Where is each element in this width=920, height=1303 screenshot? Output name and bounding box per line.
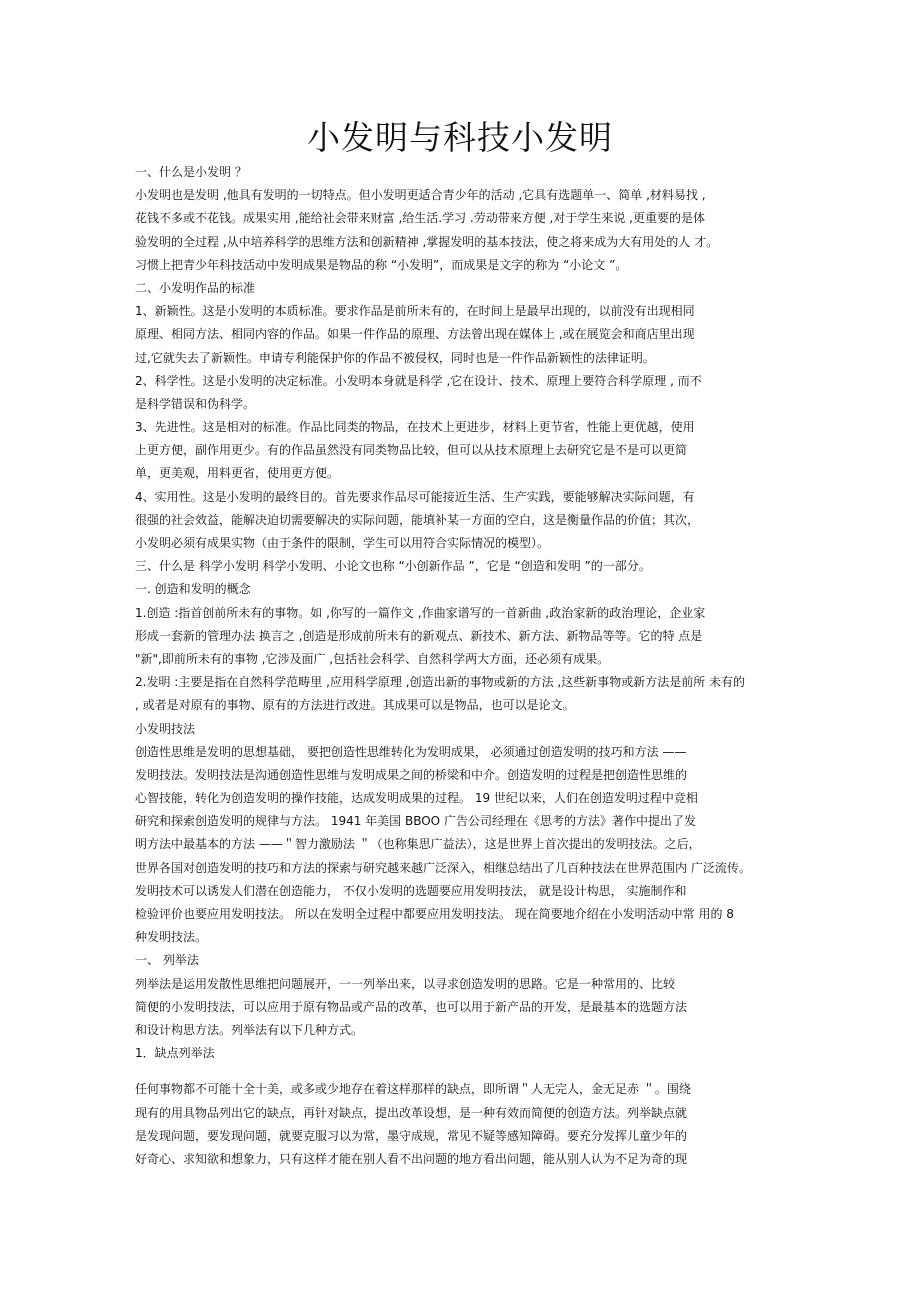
text-line: 心智技能，转化为创造发明的操作技能，达成发明成果的过程。 19 世纪以来，人们在创造发明过程中竞相 [135,791,698,806]
text-line: 明方法中最基本的方法 ——＂智力激励法 ＂（也称集思广益法），这是世界上首次提出的发明技法。之后， [135,837,701,852]
text-line: 很强的社会效益，能解决迫切需要解决的实际问题，能填补某一方面的空白，这是衡量作品的价值；其次， [135,512,700,527]
text-line: 3、先进性。这是相对的标准。作品比同类的物品，在技术上更进步，材料上更节省，性能上更优越，使用 [135,420,695,435]
text-line: 2.发明 :主要是指在自然科学范畴里 ,应用科学原理 ,创造出新的事物或新的方法 ,这些新事物或新方法是前所 未有的 [135,675,746,690]
text-line: 发明技法。发明技法是沟通创造性思维与发明成果之间的桥梁和中介。创造发明的过程是把创造性思维的 [135,767,688,782]
text-line: 二、小发明作品的标准 [135,280,256,295]
text-line: 原理、相同方法、相同内容的作品。如果一件作品的原理、方法曾出现在媒体上 ,或在展览会和商店里出现 [135,327,695,342]
text-line: 小发明也是发明 ,他具有发明的一切特点。但小发明更适合青少年的活动 ,它具有选题单一、简单 ,材料易找 , [135,188,706,203]
text-line: 任何事物都不可能十全十美，或多或少地存在着这样那样的缺点，即所谓＂人无完人，金无足赤 ＂。围绕 [135,1082,691,1097]
text-line: 一、什么是小发明 ？ [135,165,247,179]
text-line: 是发现问题，要发现问题，就要克服习以为常，墨守成规，常见不疑等感知障碍。要充分发挥儿童少年的 [135,1128,688,1143]
text-line: 形成一套新的管理办法 换言之 ,创造是形成前所未有的新观点、新技术、新方法、新物品等等。它的特 点是 [135,628,703,643]
text-line: 创造性思维是发明的思想基础， 要把创造性思维转化为发明成果， 必须通过创造发明的技巧和方法 —— [135,744,687,759]
text-line: "新",即前所未有的事物 ,它涉及面广 ,包括社会科学、自然科学两大方面，还必须有成果。 [135,651,610,666]
text-line: 一、 列举法 [135,953,199,968]
text-line: 小发明必须有成果实物（由于条件的限制，学生可以用符合实际情况的模型）。 [135,536,550,550]
text-line: 上更方便，副作用更少。有的作品虽然没有同类物品比较，但可以从技术原理上去研究它是不是可以更简 [135,443,688,458]
paragraph-gap [135,1065,785,1078]
text-line: 1.创造 :指首创前所未有的事物。如 ,你写的一篇作文 ,作曲家谱写的一首新曲 ,政治家新的政治理论，企业家 [135,605,706,620]
text-line: 现有的用具物品列出它的缺点，再针对缺点，提出改革设想，是一种有效而简便的创造方法。列举缺点就 [135,1105,688,1120]
text-line: 1．缺点列举法 [135,1046,215,1061]
text-line: 4、实用性。这是小发明的最终目的。首先要求作品尽可能接近生活、生产实践，要能够解决实际问题，有 [135,489,695,504]
text-line: 研究和探索创造发明的规律与方法。 1941 年美国 BBOO 广告公司经理在《思考的方法》著作中提出了发 [135,814,696,829]
text-line: 单，更美观，用料更省，使用更方便。 [135,466,340,481]
text-line: 检验评价也要应用发明技法。 所以在发明全过程中都要应用发明技法。 现在简要地介绍在小发明活动中常 用的 8 [135,907,734,921]
text-line: , 或者是对原有的事物、原有的方法进行改进。其成果可以是物品，也可以是论文。 [135,698,575,713]
text-line: 一. 创造和发明的概念 [135,582,251,597]
text-line: 世界各国对创造发明的技巧和方法的探索与研究越来越广泛深入，相继总结出了几百种技法在世界范围内 广泛流传。 [135,860,751,875]
text-line: 发明技术可以诱发人们潜在创造能力， 不仅小发明的选题要应用发明技法， 就是设计构思， 实施制作和 [135,883,687,898]
text-line: 验发明的全过程 ,从中培养科学的思维方法和创新精神 ,掌握发明的基本技法，使之将来成为大有用处的人 才。 [135,234,719,249]
text-line: 过,它就失去了新颖性。申请专利能保护你的作品不被侵权，同时也是一件作品新颖性的法律证明。 [135,350,655,365]
text-line: 简便的小发明技法，可以应用于原有物品或产品的改革，也可以用于新产品的开发，是最基本的选题方法 [135,999,688,1014]
text-line: 三、什么是 科学小发明 科学小发明、小论文也称 “小创新作品 ”，它是 “创造和发明 ”的一部分。 [135,559,651,574]
text-line: 花钱不多或不花钱。成果实用 ,能给社会带来财富 ,给生活.学习 .劳动带来方便 ,对于学生来说 ,更重要的是体 [135,211,705,226]
text-line: 好奇心、求知欲和想象力，只有这样才能在别人看不出问题的地方看出问题，能从别人认为不足为奇的现 [135,1151,688,1166]
text-line: 习惯上把青少年科技活动中发明成果是物品的称 “小发明”，而成果是文字的称为 “小论文 ”。 [135,257,628,272]
text-line: 小发明技法 [135,721,196,736]
text-line: 列举法是运用发散性思维把问题展开，一一列举出来，以寻求创造发明的思路。它是一种常用的、比较 [135,976,676,991]
text-line: 是科学错误和伪科学。 [135,396,256,411]
document-title: 小发明与科技小发明 [307,118,613,157]
text-line: 1、新颖性。这是小发明的本质标准。要求作品是前所未有的，在时间上是最早出现的，以前没有出现相同 [135,304,695,319]
text-line: 和设计构思方法。列举法有以下几种方式。 [135,1022,364,1037]
document-body [135,161,785,1171]
text-line: 2、科学性。这是小发明的决定标准。小发明本身就是科学 ,它在设计、技术、原理上要符合科学原理 , 而不 [135,373,702,388]
text-line: 种发明技法。 [135,930,208,945]
